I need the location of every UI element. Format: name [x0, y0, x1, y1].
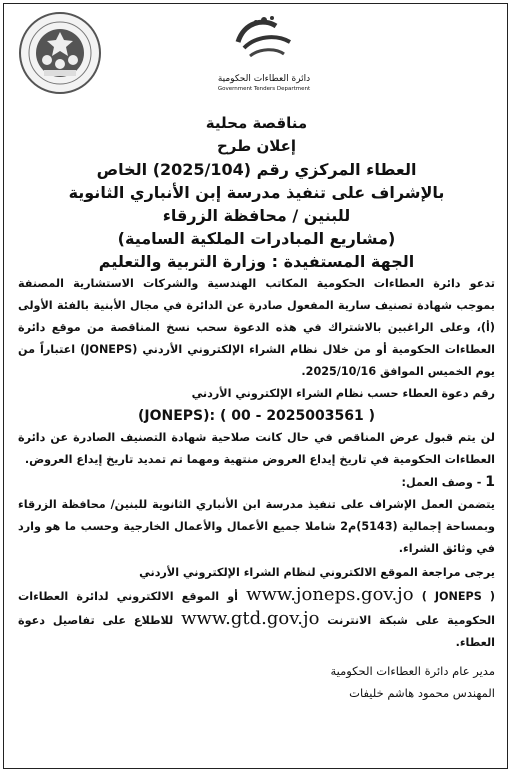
- tender-subject: بالإشراف على تنفيذ مدرسة إبن الأنباري الثانوية: [68, 183, 445, 202]
- announcement-label: إعلان طرح: [216, 137, 297, 155]
- tender-number: العطاء المركزي رقم (2025/104) الخاص: [96, 160, 417, 179]
- signature-title: مدير عام دائرة العطاءات الحكومية: [330, 664, 495, 678]
- section-title: - وصف العمل:: [401, 476, 486, 489]
- ministry-emblem-logo: [14, 10, 106, 96]
- announcement-body: [18, 112, 495, 704]
- signature-name: المهندس محمود هاشم خليفات: [349, 686, 495, 700]
- logo-arabic-text: دائرة العطاءات الحكومية: [217, 74, 311, 84]
- tender-location: للبنين / محافظة الزرقاء: [162, 206, 351, 225]
- validity-paragraph: لن يتم قبول عرض المناقص في حال كانت صلاحية شهادة التصنيف الصادرة عن دائرة العطاءات الحكومية في تاريخ إيداع العروض منتهية ومهما تم تمديد تاريخ إيداع العروض.: [18, 431, 495, 466]
- joneps-link[interactable]: www.joneps.gov.jo: [246, 584, 414, 605]
- intro-paragraph: تدعو دائرة العطاءات الحكومية المكاتب الهندسية والشركات الاستشارية المصنفة بموجب شهادة تصنيف سارية المفعول صادرة عن الدائرة في مجال الأبنية بالفئة الأولى (أ)، وعلى الراغبين بالاشتراك في هذه الدعوة سحب نسخ المناقصة من موقع دائرة العطاءات الحكومية أو من خلال نظام الشراء الإلكتروني الأردني (JONEPS) اعتباراً من يوم الخميس الموافق 2025/10/16.: [18, 277, 495, 378]
- tenders-department-logo: [214, 12, 314, 102]
- tender-announcement: [3, 3, 508, 769]
- invitation-number: ( 2025003561 - 00 ) :(JONEPS): [137, 408, 376, 424]
- signature-block: [18, 660, 495, 704]
- beneficiary: الجهة المستفيدة : وزارة التربية والتعليم: [98, 252, 415, 271]
- logo-english-text: Government Tenders Department: [217, 86, 311, 92]
- gtd-link[interactable]: www.gtd.gov.jo: [181, 608, 320, 629]
- tender-type: مناقصة محلية: [205, 114, 308, 132]
- tender-program: (مشاريع المبادرات الملكية السامية): [117, 229, 396, 248]
- section-number: 1: [485, 474, 495, 490]
- section-heading: [18, 471, 495, 494]
- invitation-number-label: رقم دعوة العطاء حسب نظام الشراء الإلكتروني الأردني: [191, 387, 495, 400]
- section-text: يتضمن العمل الإشراف على تنفيذ مدرسة ابن الأنباري الثانوية للبنين/ محافظة الزرقاء وبمساحة إجمالية (5143)م2 شاملا جميع الأعمال والأعمال الخارجية وحسب ما هو وارد في وثائق الشراء.: [18, 498, 495, 555]
- review-paragraph: يرجى مراجعة الموقع الالكتروني لنظام الشراء الإلكتروني الأردني www.joneps.gov.jo ( JONEPS ) أو الموقع الالكتروني لدائرة العطاءات الحكومية على شبكة الانترنت www.gtd.gov.jo للاطلاع على تفاصيل دعوة العطاء.: [18, 566, 496, 649]
